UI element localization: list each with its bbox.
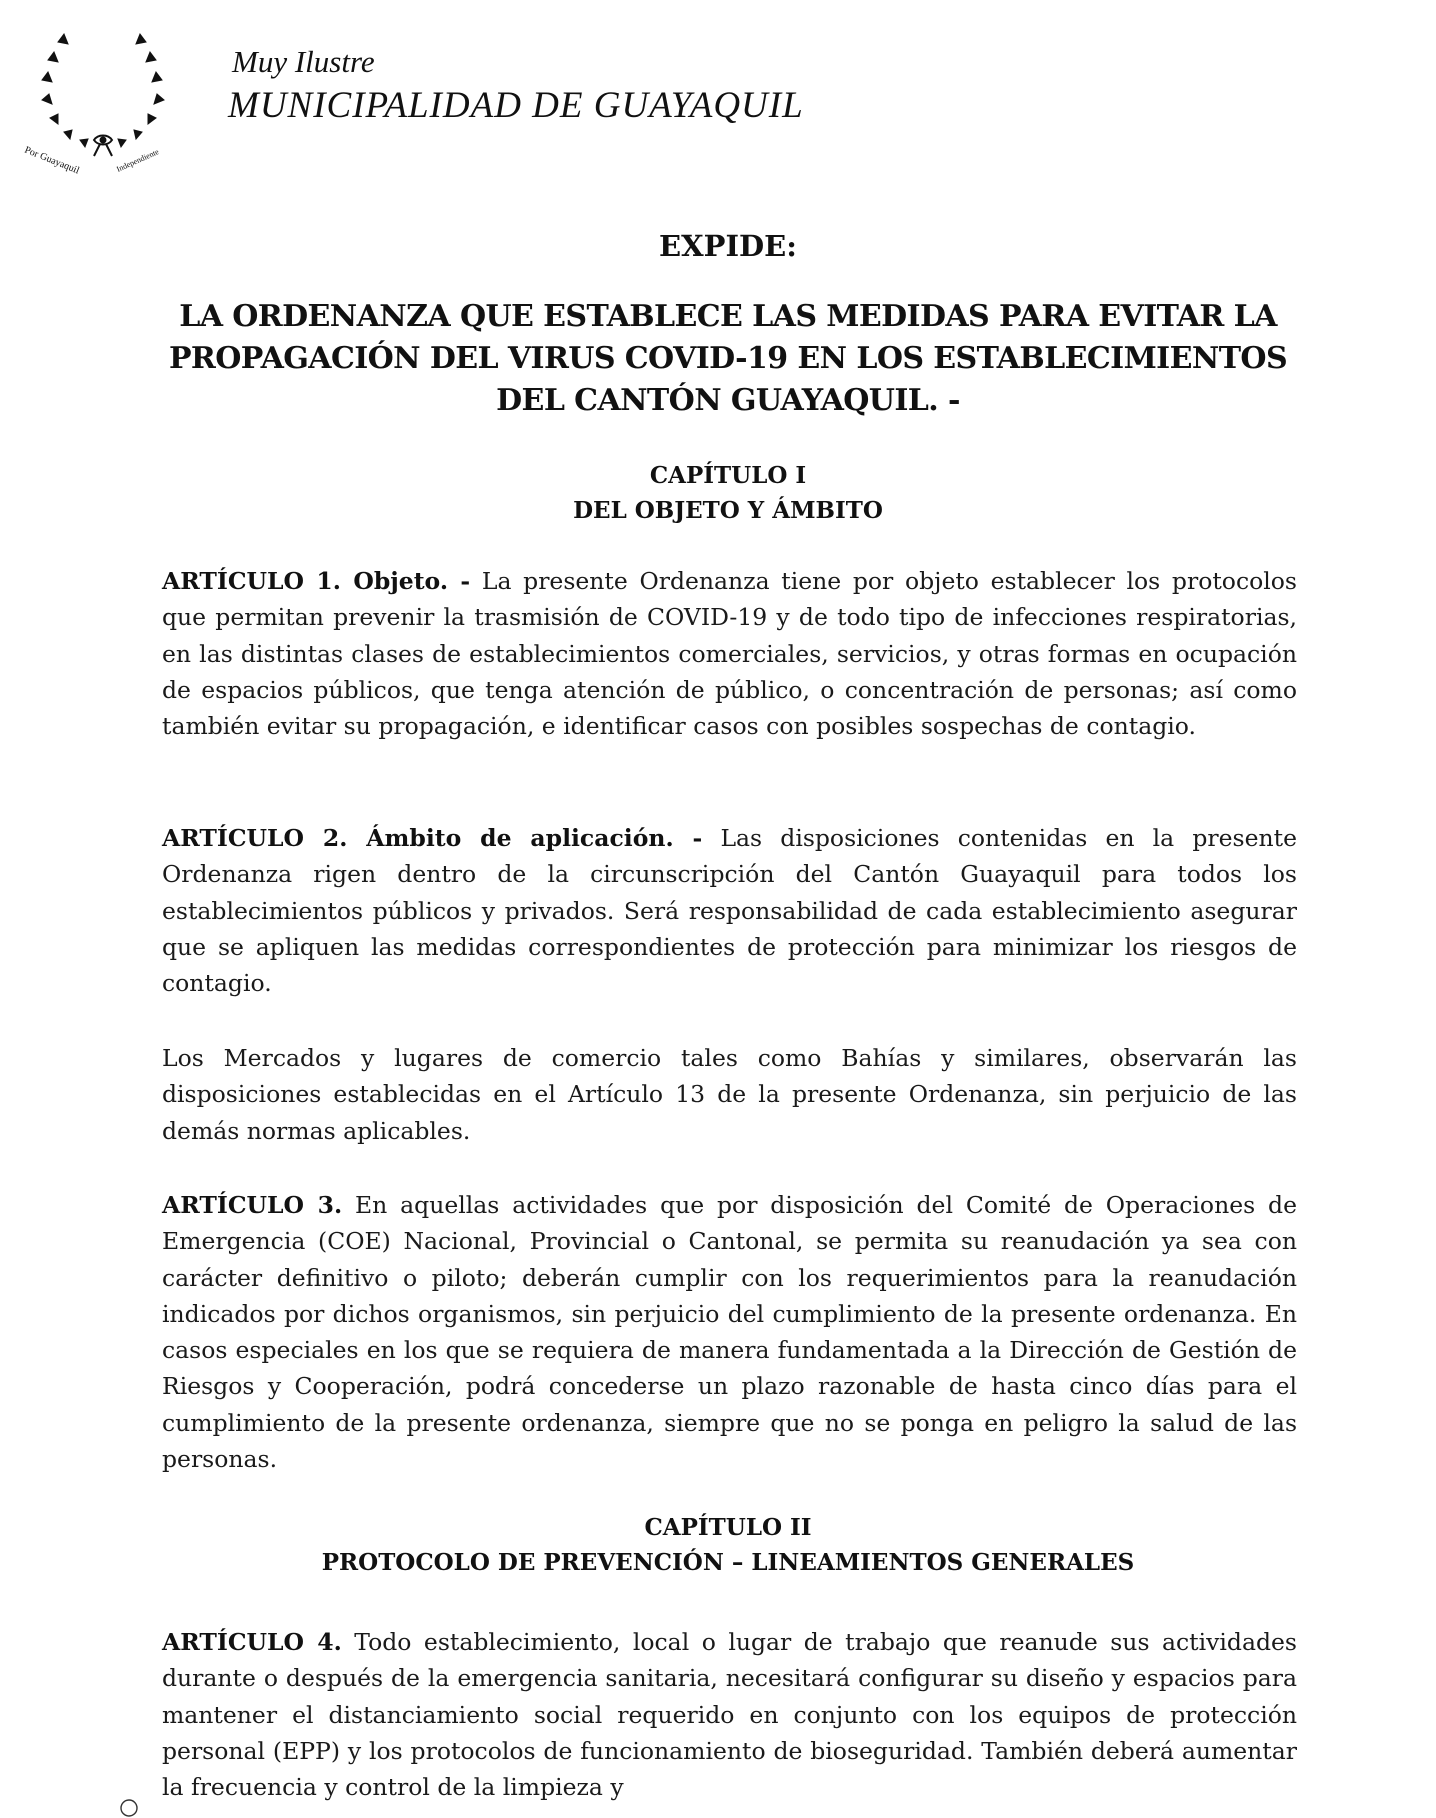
article-2 — [162, 820, 1297, 1001]
article-3-label: ARTÍCULO 3. — [162, 1191, 343, 1219]
article-3 — [162, 1187, 1297, 1477]
article-4-label: ARTÍCULO 4. — [162, 1628, 342, 1656]
municipal-seal-logo — [18, 22, 188, 182]
article-2-paragraph-2: Los Mercados y lugares de comercio tales como Bahías y similares, observarán las disposiciones establecidas en el Artículo 13 de la presente Ordenanza, sin perjuicio de las demás normas aplicables. — [162, 1044, 1297, 1145]
article-4-text: Todo establecimiento, local o lugar de trabajo que reanude sus actividades durante o después de la emergencia sanitaria, necesitará configurar su diseño y espacios para mantener el distanciamiento social requerido en conjunto con los equipos de protección personal (EPP) y los protocolos de funcionamiento de bioseguridad. También deberá aumentar la frecuencia y control de la limpieza y — [162, 1628, 1297, 1802]
chapter-1-heading — [160, 458, 1296, 528]
ordinance-title-line1: LA ORDENANZA QUE ESTABLECE LAS MEDIDAS PARA EVITAR LA — [179, 299, 1277, 334]
article-4 — [162, 1624, 1297, 1805]
chapter-2-heading — [160, 1510, 1296, 1580]
chapter-2-name: PROTOCOLO DE PREVENCIÓN – LINEAMIENTOS GENERALES — [321, 1549, 1135, 1576]
article-2-text: Las disposiciones contenidas en la presente Ordenanza rigen dentro de la circunscripción del Cantón Guayaquil para todos los establecimientos públicos y privados. Será responsabilidad de cada establecimiento asegurar que se apliquen las medidas correspondientes de protección para minimizar los riesgos de contagio. — [162, 824, 1297, 998]
article-3-text: En aquellas actividades que por disposición del Comité de Operaciones de Emergencia (COE) Nacional, Provincial o Cantonal, se permita su reanudación ya sea con carácter definitivo o piloto; deberán cumplir con los requerimientos para la reanudación indicados por dichos organismos, sin perjuicio del cumplimiento de la presente ordenanza. En casos especiales en los que se requiera de manera fundamentada a la Dirección de Gestión de Riesgos y Cooperación, podrá concederse un plazo razonable de hasta cinco días para el cumplimiento de la presente ordenanza, siempre que no se ponga en peligro la salud de las personas. — [162, 1191, 1297, 1474]
letterhead-line1: Muy Ilustre — [232, 44, 375, 79]
letterhead-line2: MUNICIPALIDAD DE GUAYAQUIL — [228, 85, 804, 126]
article-1-label: ARTÍCULO 1. Objeto. - — [162, 567, 471, 595]
scan-mark-icon — [118, 1796, 140, 1818]
chapter-1-number: CAPÍTULO I — [649, 462, 807, 489]
article-1 — [162, 563, 1297, 744]
seal-motto-left: Por Guayaquil — [22, 144, 81, 177]
article-2-label: ARTÍCULO 2. Ámbito de aplicación. - — [162, 824, 703, 852]
ordinance-title-line3: DEL CANTÓN GUAYAQUIL. - — [496, 383, 960, 418]
chapter-1-name: DEL OBJETO Y ÁMBITO — [573, 497, 883, 524]
letterhead — [228, 42, 804, 130]
seal-motto-right: Independiente — [115, 147, 161, 174]
article-1-text: La presente Ordenanza tiene por objeto establecer los protocolos que permitan prevenir la trasmisión de COVID-19 y de todo tipo de infecciones respiratorias, en las distintas clases de establecimientos comerciales, servicios, y otras formas en ocupación de espacios públicos, que tenga atención de público, o concentración de personas; así como también evitar su propagación, e identificar casos con posibles sospechas de contagio. — [162, 567, 1297, 741]
expide-heading: EXPIDE: — [659, 229, 797, 263]
ordinance-title — [160, 296, 1296, 422]
ordinance-title-line2: PROPAGACIÓN DEL VIRUS COVID-19 EN LOS ESTABLECIMIENTOS — [168, 341, 1288, 376]
chapter-2-number: CAPÍTULO II — [644, 1514, 812, 1541]
